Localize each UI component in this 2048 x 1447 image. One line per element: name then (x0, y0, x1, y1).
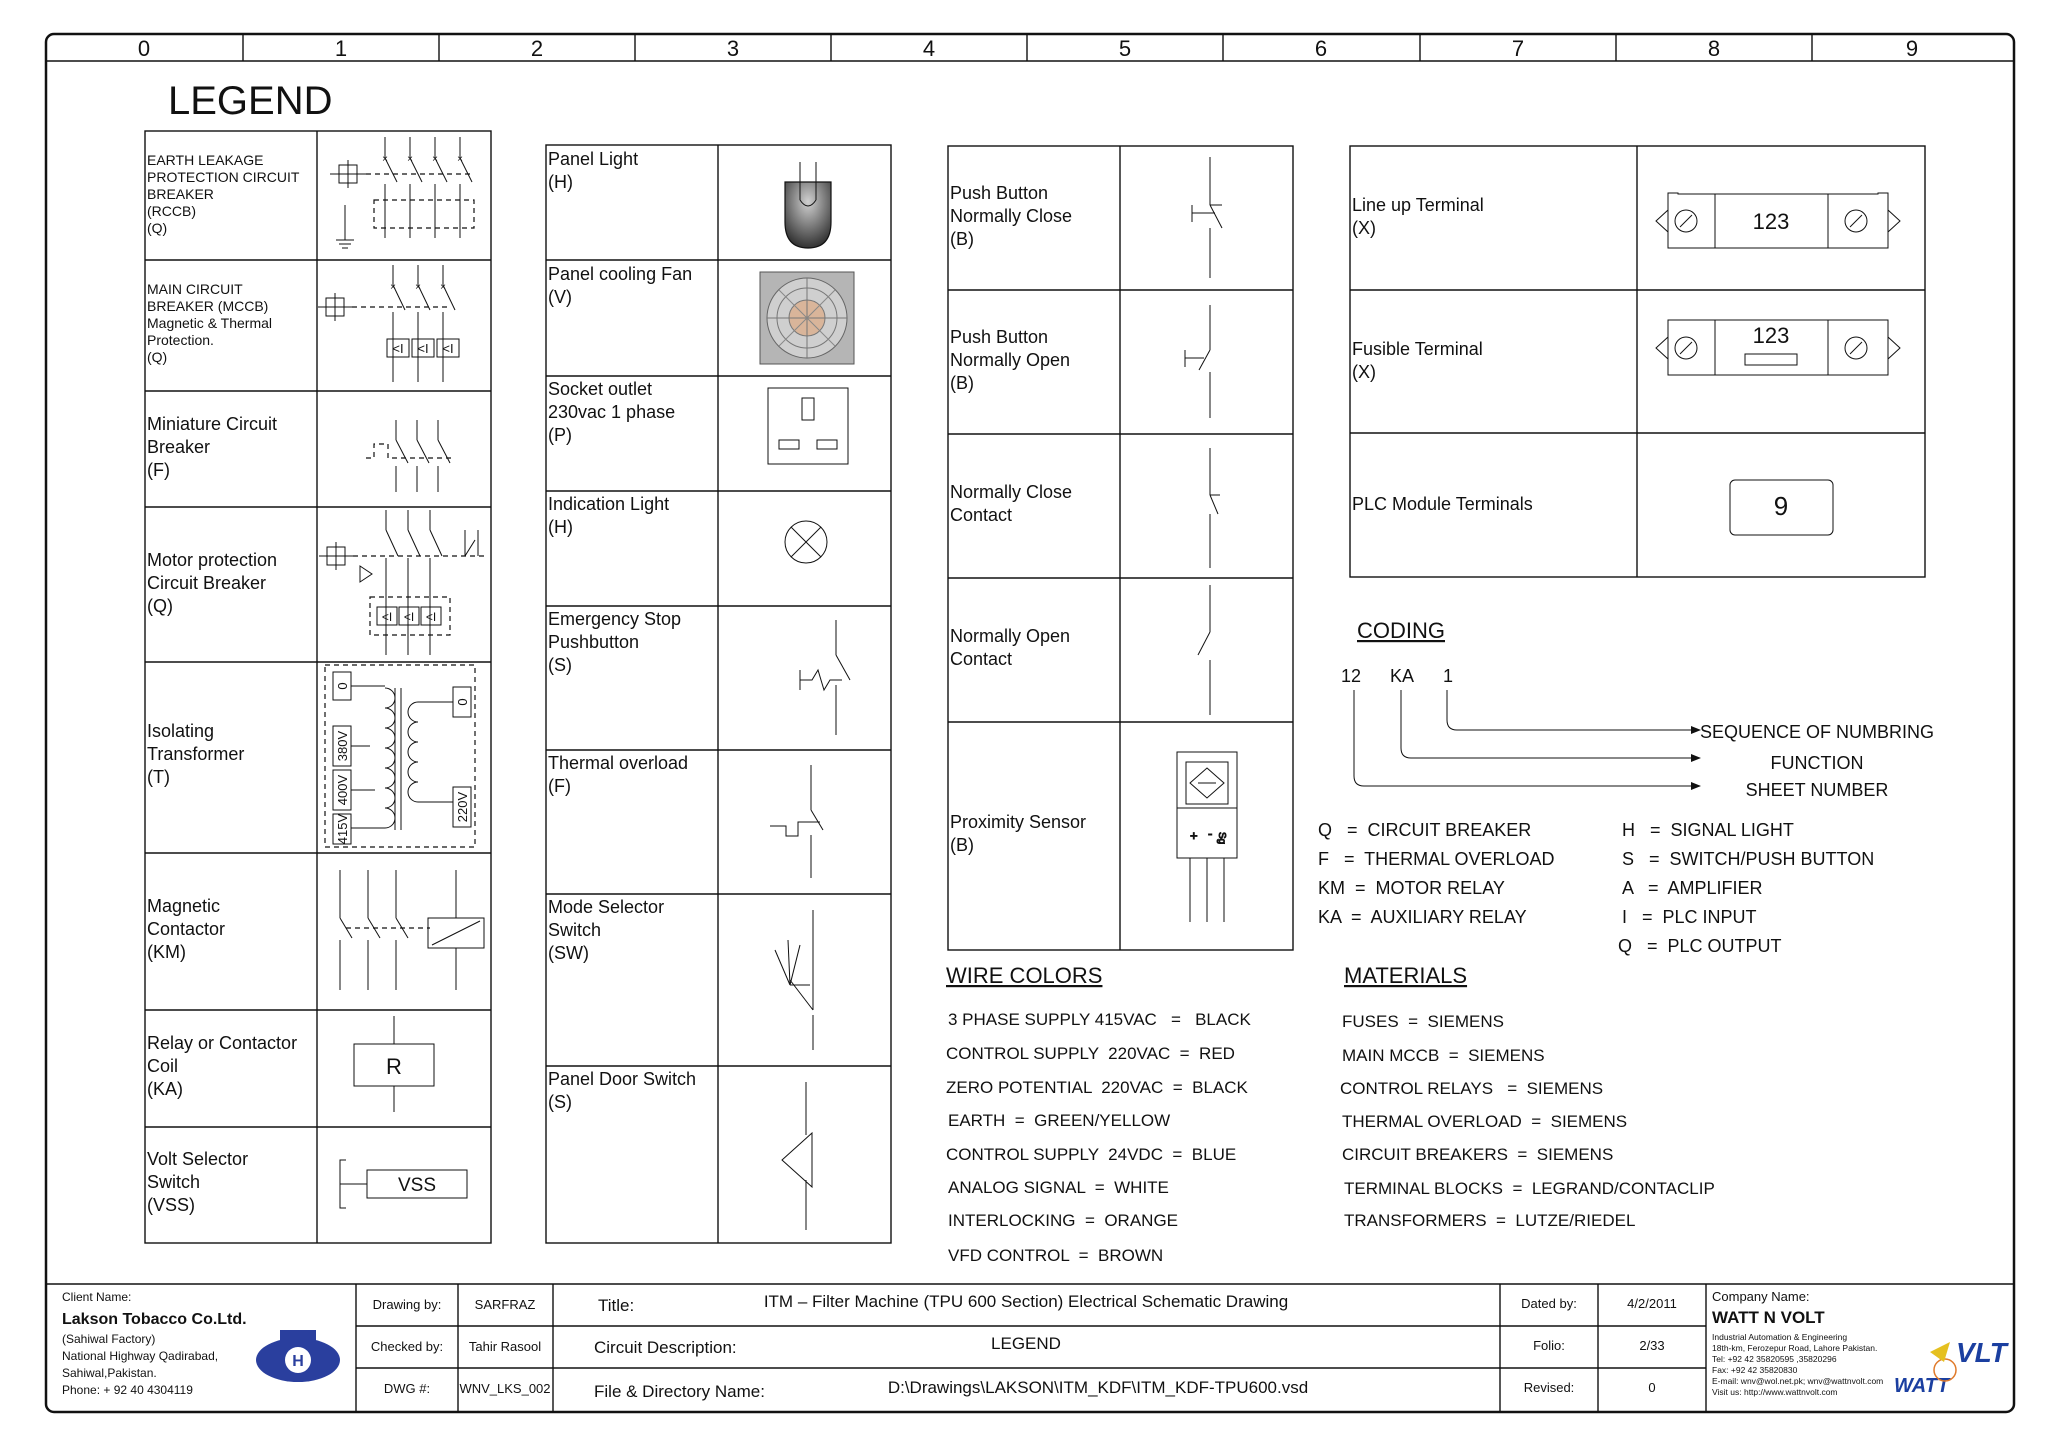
material-item: FUSES = SIEMENS (1342, 1012, 1505, 1031)
col-num-1: 1 (334, 36, 348, 61)
code-item: S = SWITCH/PUSH BUTTON (1622, 849, 1875, 869)
xfmr-415: 415V (335, 813, 350, 845)
material-item: CIRCUIT BREAKERS = SIEMENS (1342, 1145, 1614, 1164)
svg-text:×: × (382, 154, 388, 165)
col-num-0: 0 (137, 36, 151, 61)
company-logo (1894, 1337, 2010, 1397)
xfmr-zero-left: 0 (335, 682, 350, 690)
client-address: (Sahiwal Factory) National Highway Qadirabad, Sahiwal,Pakistan. Phone: + 92 40 4304119 (62, 1332, 219, 1397)
material-item: THERMAL OVERLOAD = SIEMENS (1342, 1112, 1628, 1131)
door-switch-symbol (782, 1082, 812, 1230)
material-item: CONTROL RELAYS = SIEMENS (1340, 1079, 1604, 1098)
col2-label-socket: Socket outlet 230vac 1 phase (P) (548, 379, 676, 445)
pushbutton-nc-symbol (1192, 157, 1222, 278)
plc-terminal-symbol (1730, 480, 1833, 535)
contactor-symbol (340, 870, 484, 990)
code-item: A = AMPLIFIER (1622, 878, 1763, 898)
legend-title: LEGEND (168, 79, 333, 123)
indication-light-symbol (785, 521, 827, 563)
svg-text:Sg: Sg (1216, 832, 1227, 845)
client-name: Lakson Tobacco Co.Ltd. (62, 1311, 247, 1328)
wire-color-item: EARTH = GREEN/YELLOW (948, 1111, 1171, 1130)
title-block (46, 1284, 2014, 1412)
mode-selector-symbol (775, 910, 813, 1050)
col1-label-mpcb: Motor protection Circuit Breaker (Q) (147, 550, 278, 616)
plc-terminal-number: 9 (1773, 491, 1789, 521)
company-logo-bottom: WATT (1894, 1375, 1950, 1397)
coding-part-sequence: 1 (1443, 666, 1454, 686)
code-item: Q = CIRCUIT BREAKER (1318, 820, 1532, 840)
material-item: MAIN MCCB = SIEMENS (1342, 1046, 1545, 1065)
svg-text:<I: <I (392, 341, 404, 356)
col2-label-thermal: Thermal overload (F) (548, 753, 689, 796)
drawing-by: SARFRAZ (474, 1297, 536, 1312)
transformer-symbol (325, 665, 475, 847)
emergency-stop-symbol (800, 620, 850, 735)
svg-text:+: + (1190, 828, 1198, 843)
vss-text: VSS (397, 1175, 437, 1196)
nc-contact-symbol (1210, 448, 1220, 568)
wire-color-item: CONTROL SUPPLY 24VDC = BLUE (946, 1145, 1237, 1164)
cooling-fan-symbol (760, 272, 854, 364)
mpcb-symbol (319, 510, 488, 655)
folio-label: Folio: (1533, 1338, 1565, 1353)
coding-explain-sheet: SHEET NUMBER (1745, 780, 1889, 800)
coil-letter: R (386, 1054, 402, 1079)
col1-label-mccb: MAIN CIRCUIT BREAKER (MCCB) Magnetic & Thermal Protection. (Q) (147, 281, 273, 365)
desc-label: Circuit Description: (594, 1338, 737, 1357)
code-item: H = SIGNAL LIGHT (1622, 820, 1794, 840)
coding-part-number: 12 (1341, 666, 1362, 686)
wire-color-item: INTERLOCKING = ORANGE (948, 1211, 1179, 1230)
col3-label-pb-no: Push Button Normally Open (B) (950, 327, 1071, 393)
fusible-terminal-symbol (1656, 320, 1900, 375)
col3-label-pb-nc: Push Button Normally Close (B) (950, 183, 1073, 249)
xfmr-zero-right: 0 (455, 698, 470, 706)
coding-section (1318, 618, 1934, 956)
drawing-by-label: Drawing by: (372, 1297, 442, 1312)
col2-label-fan: Panel cooling Fan (V) (548, 264, 693, 307)
code-item: F = THERMAL OVERLOAD (1318, 849, 1555, 869)
dated-label: Dated by: (1521, 1296, 1577, 1311)
wire-color-item: CONTROL SUPPLY 220VAC = RED (946, 1044, 1235, 1063)
client-logo (256, 1330, 340, 1382)
col1-label-contactor: Magnetic Contactor (KM) (147, 896, 226, 962)
coding-title: CODING (1357, 618, 1445, 643)
wire-colors-title: WIRE COLORS (946, 963, 1103, 988)
col1-label-rccb: EARTH LEAKAGE PROTECTION CIRCUIT BREAKER (RCCB) (Q) (147, 152, 300, 236)
drawing-title: ITM – Filter Machine (TPU 600 Section) Electrical Schematic Drawing (763, 1292, 1289, 1311)
code-item: KA = AUXILIARY RELAY (1318, 907, 1527, 927)
no-contact-symbol (1198, 585, 1210, 715)
col2-label-mode: Mode Selector Switch (SW) (548, 897, 665, 963)
col1-label-transformer: Isolating Transformer (T) (147, 721, 245, 787)
coding-explain-function: FUNCTION (1770, 753, 1864, 773)
dated: 4/2/2011 (1627, 1296, 1677, 1311)
material-item: TERMINAL BLOCKS = LEGRAND/CONTACLIP (1344, 1179, 1715, 1198)
mcb-symbol (366, 420, 455, 492)
lineup-terminal-symbol (1656, 193, 1900, 248)
file-path: D:\Drawings\LAKSON\ITM_KDF\ITM_KDF-TPU600.vsd (887, 1378, 1309, 1397)
coding-explain-sequence: SEQUENCE OF NUMBRING (1699, 722, 1935, 742)
svg-text:<I: <I (442, 341, 454, 356)
socket-symbol (768, 388, 848, 464)
svg-text:<I: <I (381, 610, 393, 624)
revised-label: Revised: (1523, 1380, 1575, 1395)
col2-label-panel-light: Panel Light (H) (548, 149, 639, 192)
svg-text:×: × (457, 154, 463, 165)
col1-label-mcb: Miniature Circuit Breaker (F) (147, 414, 278, 480)
material-item: TRANSFORMERS = LUTZE/RIEDEL (1344, 1211, 1636, 1230)
proximity-sensor-symbol (1177, 752, 1237, 922)
materials-title: MATERIALS (1344, 963, 1468, 988)
fusible-terminal-number: 123 (1752, 323, 1790, 348)
thermal-overload-symbol (770, 765, 823, 878)
column-number-band (46, 34, 2014, 61)
col2-label-indication: Indication Light (H) (548, 494, 670, 537)
wire-color-item: ANALOG SIGNAL = WHITE (948, 1178, 1169, 1197)
col-num-9: 9 (1905, 36, 1919, 61)
col-num-3: 3 (726, 36, 740, 61)
col1-label-coil: Relay or Contactor Coil (KA) (147, 1033, 298, 1099)
col-num-2: 2 (530, 36, 544, 61)
col4-label-lineup: Line up Terminal (X) (1352, 195, 1484, 238)
vss-symbol (340, 1160, 467, 1208)
company-logo-top: VLT (1956, 1337, 2007, 1368)
code-item: KM = MOTOR RELAY (1318, 878, 1505, 898)
col2-label-door: Panel Door Switch (S) (548, 1069, 697, 1112)
rccb-symbol (330, 137, 474, 248)
lineup-terminal-number: 123 (1752, 209, 1790, 234)
svg-text:×: × (432, 154, 438, 165)
file-label: File & Directory Name: (594, 1382, 765, 1401)
company-details: Industrial Automation & Engineering 18th-km, Ferozepur Road, Lahore Pakistan. Tel: +92 42 35820595 ,35820296 Fax: +92 42 35820830 E-mail: wnv@wol.net.pk; wnv@wattnvolt.com Visit us: http://www.wattnvolt.com (1712, 1332, 1884, 1397)
folio: 2/33 (1639, 1338, 1665, 1353)
svg-text:-: - (1208, 826, 1213, 841)
svg-text:×: × (415, 282, 421, 293)
circuit-description: LEGEND (991, 1334, 1061, 1353)
title-label: Title: (598, 1296, 635, 1315)
svg-text:×: × (407, 154, 413, 165)
client-logo-letter: H (292, 1353, 304, 1370)
checked-by: Tahir Rasool (468, 1339, 542, 1354)
wire-color-item: ZERO POTENTIAL 220VAC = BLACK (946, 1078, 1248, 1097)
xfmr-400: 400V (335, 774, 350, 806)
wire-colors-section (946, 963, 1252, 1265)
col-num-4: 4 (922, 36, 936, 61)
dwg-label: DWG #: (383, 1381, 431, 1396)
mccb-symbol (318, 265, 459, 382)
col-num-7: 7 (1511, 36, 1525, 61)
col4-label-plc: PLC Module Terminals (1352, 494, 1533, 514)
col-num-5: 5 (1118, 36, 1132, 61)
svg-text:<I: <I (425, 610, 437, 624)
code-item: Q = PLC OUTPUT (1618, 936, 1782, 956)
svg-text:×: × (390, 282, 396, 293)
coil-symbol (354, 1016, 434, 1112)
wire-color-item: VFD CONTROL = BROWN (948, 1246, 1164, 1265)
code-item: I = PLC INPUT (1622, 907, 1757, 927)
svg-text:<I: <I (403, 610, 415, 624)
pushbutton-no-symbol (1185, 305, 1210, 418)
col-num-8: 8 (1707, 36, 1721, 61)
client-label: Client Name: (62, 1290, 132, 1304)
col4-label-fusible: Fusible Terminal (X) (1352, 339, 1483, 382)
svg-text:<I: <I (417, 341, 429, 356)
panel-light-symbol (785, 162, 831, 248)
col3-label-prox: Proximity Sensor (B) (950, 812, 1087, 855)
wire-color-item: 3 PHASE SUPPLY 415VAC = BLACK (948, 1010, 1251, 1029)
col1-label-vss: Volt Selector Switch (VSS) (147, 1149, 249, 1215)
company-label: Company Name: (1712, 1289, 1810, 1304)
xfmr-380: 380V (335, 730, 350, 762)
dwg-number: WNV_LKS_002 (459, 1381, 551, 1396)
revised: 0 (1648, 1380, 1656, 1395)
col3-label-nc: Normally Close Contact (950, 482, 1073, 525)
svg-text:×: × (440, 282, 446, 293)
company-name: WATT N VOLT (1712, 1308, 1825, 1327)
xfmr-220: 220V (455, 791, 470, 823)
col3-label-no: Normally Open Contact (950, 626, 1071, 669)
coding-part-function: KA (1390, 666, 1415, 686)
materials-section (1340, 963, 1715, 1230)
checked-by-label: Checked by: (370, 1339, 444, 1354)
col-num-6: 6 (1314, 36, 1328, 61)
col2-label-estop: Emergency Stop Pushbutton (S) (548, 609, 682, 675)
